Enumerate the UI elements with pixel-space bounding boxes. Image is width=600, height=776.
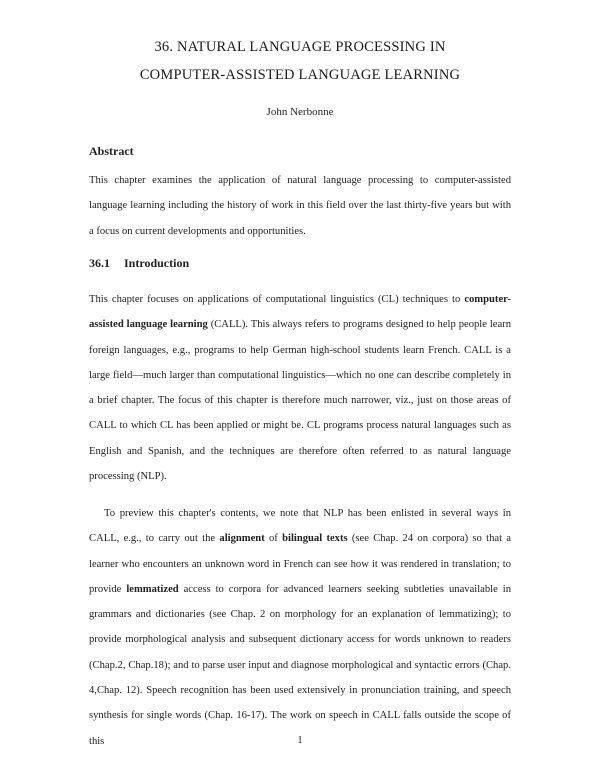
- paragraph-text: This chapter focuses on applications of computational linguistics (CL) techniques to: [89, 294, 465, 305]
- page-number: 1: [297, 735, 303, 746]
- abstract-heading: Abstract: [89, 144, 134, 158]
- section-number: 36.1: [89, 256, 110, 270]
- paragraph-text: access to corpora for advanced learners seeking subtleties unavailable in grammars and dictionaries (see Chap. 2 on morphology for an explanation of lemmatizing); to provide morphological analysis and subsequent dictionary access for words unknown to readers (Chap.2, Chap.18); and to parse user input and diagnose morphological and syntactic errors (Chap. 4,Chap. 12). Speech recognition has been used extensively in pronunciation training, and speech synthesis for single words (Chap. 16-17). The work on speech in CALL falls outside the scope of this: [89, 583, 511, 747]
- chapter-title-line-1: 36. NATURAL LANGUAGE PROCESSING IN: [154, 39, 446, 55]
- paragraph-text: To preview this chapter's contents, we note that NLP has been enlisted in several ways in CALL, e.g., to carry out the: [89, 508, 511, 545]
- paragraph-introduction-1: [89, 287, 511, 489]
- abstract-text: This chapter examines the application of natural language processing to computer-assisted language learning including the history of work in this field over the last thirty-five years but with a focus on current developments and opportunities.: [89, 175, 511, 237]
- author-name: John Nerbonne: [266, 106, 334, 118]
- paragraph-text: of: [264, 533, 283, 545]
- section-title: Introduction: [124, 256, 190, 270]
- bold-term: computer-assisted language learning: [89, 294, 511, 331]
- paragraph-text: (CALL). This always refers to programs designed to help people learn foreign languages, e.g., programs to help German high-school students learn French. CALL is a large field—much larger than computational linguistics—which no one can describe completely in a brief chapter. The focus of this chapter is therefore much narrower, viz., just on those areas of CALL to which CL has been applied or might be. CL programs process natural languages such as English and Spanish, and the techniques are therefore often referred to as natural language processing (NLP).: [89, 319, 511, 483]
- section-heading: [89, 256, 189, 271]
- paragraph-introduction-2: [89, 501, 511, 754]
- paragraph-text: (see Chap. 24 on corpora) so that a learner who encounters an unknown word in French can see how it was rendered in translation; to provide: [89, 533, 511, 595]
- bold-term: alignment: [219, 533, 265, 545]
- bold-term: bilingual texts: [282, 533, 348, 545]
- chapter-title-line-2: COMPUTER-ASSISTED LANGUAGE LEARNING: [139, 67, 461, 83]
- bold-term: lemmatized: [126, 583, 179, 595]
